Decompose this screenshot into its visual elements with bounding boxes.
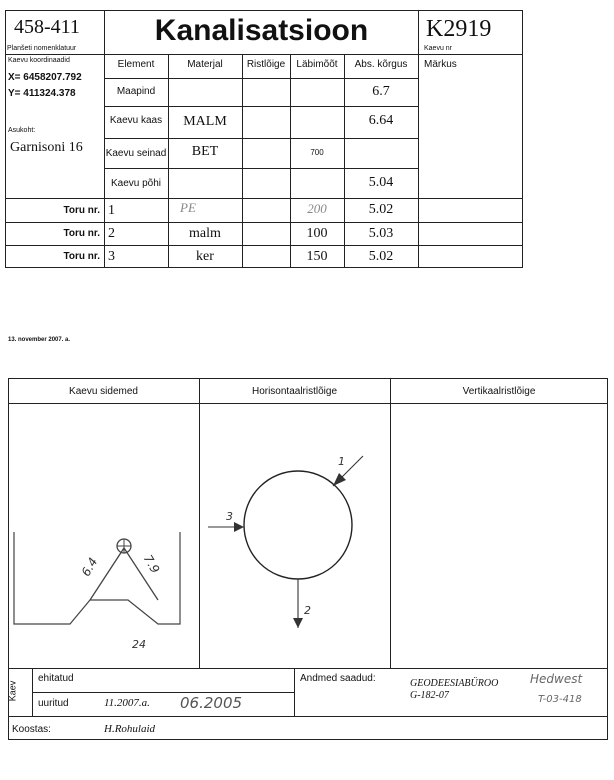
footer-built-label: ehitatud <box>38 673 74 684</box>
date-note: 13. november 2007. a. <box>8 337 71 343</box>
pipe-diameter-3: 150 <box>306 249 328 264</box>
pipe-label-3: Toru nr. <box>63 251 100 262</box>
row-height-0: 6.7 <box>372 84 390 99</box>
well-number: K2919 <box>426 16 492 42</box>
pipe-material-1: PE <box>180 200 196 215</box>
sheet-number: 458-411 <box>14 16 80 38</box>
footer-bottom-line <box>8 716 608 717</box>
well-label: Kaevu nr <box>424 45 453 52</box>
row-line-2 <box>104 106 418 107</box>
footer-handwritten-code: T-03-418 <box>538 694 582 705</box>
pipe-label-2: Toru nr. <box>63 228 100 239</box>
row-line-7 <box>5 245 523 246</box>
panel-sep-2 <box>390 378 391 668</box>
row-line-3 <box>104 138 418 139</box>
pipe-material-2: malm <box>189 226 221 241</box>
footer-author: H.Rohulaid <box>104 723 156 735</box>
col-header-element: Element <box>117 59 155 70</box>
coord-x: X= 6458207.792 <box>8 72 82 83</box>
pipe-no-3: 3 <box>108 249 115 264</box>
sheet-label: Planšeti nomenklatuur <box>7 45 77 52</box>
row-element-2: Kaevu seinad <box>105 148 167 159</box>
footer-source-label: Andmed saadud: <box>300 673 376 684</box>
horizontal-section-sketch <box>200 440 388 660</box>
row-height-1: 6.64 <box>368 113 394 128</box>
col-sep-2 <box>242 54 243 268</box>
sketch-pipe-1: 1 <box>338 455 345 468</box>
pipe-diameter-1: 200 <box>307 201 327 216</box>
page-title: Kanalisatsioon <box>154 14 369 47</box>
row-line-4 <box>104 168 418 169</box>
panel-title-horizontal: Horisontaalristlõige <box>251 386 338 397</box>
pipe-diameter-2: 100 <box>306 226 328 241</box>
sketch-left-c: 24 <box>132 638 146 651</box>
pipe-no-2: 2 <box>108 226 115 241</box>
sketch-left-b: 7.9 <box>140 552 163 576</box>
footer-surveyed-label: uuritud <box>38 698 69 709</box>
row-height-3: 5.04 <box>368 175 394 190</box>
header-sep-right <box>418 10 419 268</box>
row-line-5 <box>5 198 523 199</box>
col-header-height: Abs. kõrgus <box>354 59 408 70</box>
sketch-pipe-2: 2 <box>304 604 311 617</box>
row-diameter-2: 700 <box>310 148 324 157</box>
row-line-6 <box>5 222 523 223</box>
col-header-diameter: Läbimõõt <box>296 59 338 70</box>
sketch-left-a: 6.4 <box>78 555 101 579</box>
row-line-1 <box>104 78 418 79</box>
pipe-material-3: ker <box>196 249 214 264</box>
address-label: Asukoht: <box>8 127 36 134</box>
footer-handwritten-source: Hedwest <box>530 672 583 686</box>
header-sep-left <box>104 10 105 268</box>
footer-side-label: Kaev <box>7 680 18 702</box>
footer-handwritten-date: 06.2005 <box>180 694 243 712</box>
pipe-height-1: 5.02 <box>368 202 394 217</box>
footer-source-code: G-182-07 <box>410 690 449 701</box>
address: Garnisoni 16 <box>10 140 83 155</box>
footer-surveyed-date: 11.2007.a. <box>104 697 150 709</box>
footer-source-org: GEODEESIABÜROO <box>410 678 499 689</box>
pipe-no-1: 1 <box>108 203 115 218</box>
panel-header-line <box>8 403 608 404</box>
sketch-pipe-3: 3 <box>226 510 233 523</box>
pipe-height-2: 5.03 <box>368 226 394 241</box>
footer-author-label: Koostas: <box>12 724 51 735</box>
header-divider <box>5 54 523 55</box>
pipe-height-3: 5.02 <box>368 249 394 264</box>
col-header-section: Ristlõige <box>246 59 286 70</box>
connection-sketch <box>10 520 198 666</box>
row-element-3: Kaevu põhi <box>110 178 162 189</box>
coords-label: Kaevu koordinaadid <box>8 57 70 64</box>
panel-title-vertical: Vertikaalristlõige <box>462 386 536 397</box>
footer-mid-sep <box>294 668 295 716</box>
panel-title-connections: Kaevu sidemed <box>69 386 138 397</box>
footer-built-line <box>32 692 294 693</box>
col-header-material: Materjal <box>187 59 223 70</box>
pipe-label-1: Toru nr. <box>63 205 100 216</box>
row-material-2: BET <box>191 144 219 159</box>
row-element-1: Kaevu kaas <box>109 115 163 126</box>
coord-y: Y= 411324.378 <box>8 88 76 99</box>
col-header-note: Märkus <box>424 59 457 70</box>
footer-top-line <box>8 668 608 669</box>
row-element-0: Maapind <box>116 86 156 97</box>
row-material-1: MALM <box>183 114 227 129</box>
